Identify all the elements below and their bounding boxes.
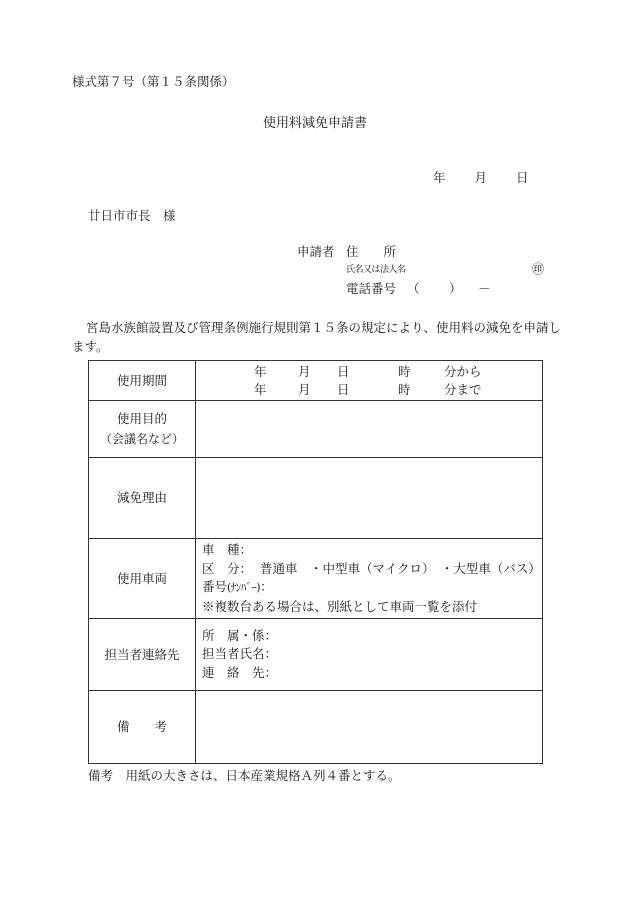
plate-label: 番号 (202, 579, 228, 594)
plate-colon: ： (260, 579, 273, 594)
phone-dash: － (478, 281, 491, 296)
remarks-value[interactable] (196, 691, 543, 764)
row-remarks (89, 691, 543, 764)
date-line (433, 168, 529, 186)
vehicle-class-line: 区 分： 普通車 ・中型車（マイクロ） ・大型車（バス） (202, 560, 541, 576)
name-label: 氏名又は法人名 (346, 265, 406, 275)
from-year: 年 (254, 363, 267, 379)
row-reason (89, 458, 543, 539)
to-year: 年 (254, 381, 267, 397)
from-suffix: 分から (444, 363, 482, 379)
row-purpose (89, 401, 543, 458)
to-hour: 時 (398, 381, 411, 397)
document-title: 使用料減免申請書 (262, 116, 367, 131)
from-day: 日 (337, 363, 350, 379)
to-month: 月 (298, 381, 311, 397)
phone-open-paren: （ (407, 281, 420, 296)
purpose-sublabel: （会議名など） (99, 432, 184, 446)
contact-label: 担当者連絡先 (89, 619, 196, 691)
row-contact (89, 619, 543, 691)
to-day: 日 (337, 381, 350, 397)
vehicle-type-line: 車 種： (202, 542, 253, 557)
contact-value[interactable] (196, 619, 543, 691)
footer-note: 備考 用紙の大きさは、日本産業規格Ａ列４番とする。 (88, 768, 401, 783)
addressee: 廿日市市長 様 (88, 208, 176, 223)
form-number: 様式第７号（第１５条関係） (72, 74, 235, 89)
seal-mark: ㊞ (532, 262, 545, 276)
vehicle-label: 使用車両 (89, 539, 196, 619)
reason-label: 減免理由 (89, 458, 196, 539)
from-month: 月 (298, 363, 311, 379)
from-hour: 時 (398, 363, 411, 379)
date-year: 年 (433, 170, 446, 185)
contact-person: 担当者氏名： (202, 646, 278, 662)
period-value[interactable] (196, 361, 543, 401)
plate-kana: (ﾅﾝﾊﾞｰ) (227, 581, 261, 594)
purpose-value[interactable] (196, 401, 543, 458)
vehicle-value[interactable] (196, 539, 543, 619)
to-suffix: 分まで (444, 381, 482, 397)
phone-close-paren: ） (449, 281, 462, 296)
phone-label: 電話番号 (346, 281, 397, 296)
contact-affiliation: 所 属・係： (202, 627, 278, 643)
purpose-label: 使用目的 (116, 411, 167, 426)
remarks-label: 備 考 (89, 691, 196, 764)
period-from (202, 363, 542, 381)
purpose-label-cell (89, 401, 196, 458)
address-label: 住 所 (346, 244, 397, 259)
row-vehicle (89, 539, 543, 619)
vehicle-note: ※複数台ある場合は、別紙として車両一覧を添付 (202, 598, 478, 614)
period-to (202, 381, 542, 399)
contact-phone: 連 絡 先： (202, 664, 278, 680)
request-statement: 宮島水族館設置及び管理条例施行規則第１５条の規定により、使用料の減免を申請します。 (72, 320, 562, 354)
date-day: 日 (516, 170, 529, 185)
vehicle-plate-line (202, 578, 542, 598)
applicant-label: 申請者 (297, 244, 335, 259)
period-label: 使用期間 (89, 361, 196, 401)
date-month: 月 (474, 170, 488, 185)
reason-value[interactable] (196, 458, 543, 539)
application-table (88, 360, 543, 764)
row-period (89, 361, 543, 401)
